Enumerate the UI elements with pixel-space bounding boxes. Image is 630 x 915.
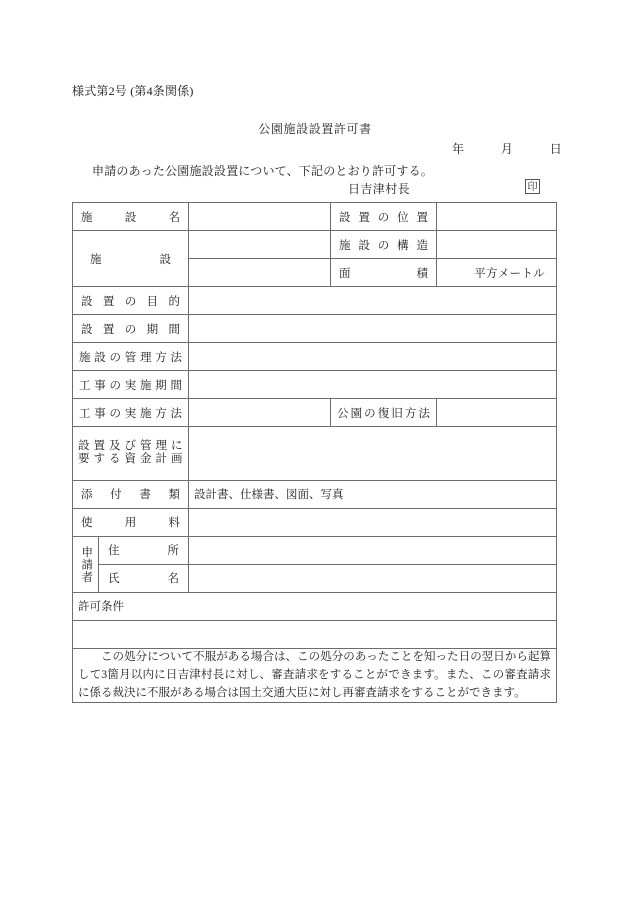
appeal-notice-cell [73, 648, 557, 702]
label-purpose [73, 287, 189, 315]
date-day-label: 日 [549, 142, 562, 156]
page-title: 公園施設設置許可書 [258, 122, 372, 136]
date-year-label: 年 [452, 142, 465, 156]
label-funding-text: 設 置 及 び 管 理 に 要 す る 資 金 計 画 [78, 440, 183, 466]
table-row-work-method [73, 399, 557, 427]
label-facility-name [73, 203, 189, 231]
label-conditions: 許可条件 [78, 601, 124, 614]
value-period[interactable] [189, 315, 557, 343]
date-month-label: 月 [500, 142, 514, 156]
value-attachments[interactable]: 設計書、仕様書、図面、写真 [189, 480, 557, 508]
value-applicant-name[interactable] [189, 564, 557, 592]
spacer-cell [73, 620, 557, 648]
label-applicant-address [99, 536, 189, 564]
table-row-facility-name [73, 203, 557, 231]
value-work-method[interactable] [189, 399, 331, 427]
table-row-facility-type [73, 231, 557, 259]
table-row-purpose [73, 287, 557, 315]
label-area-text: 面 積 [339, 267, 428, 280]
value-park-restoration[interactable] [437, 399, 557, 427]
label-work-period [73, 371, 189, 399]
table-row-management [73, 343, 557, 371]
issuer-name: 日吉津村長 [348, 182, 411, 196]
label-applicant-address-text: 住 所 [108, 545, 179, 558]
label-install-location-text: 設 置 の 位 置 [339, 211, 428, 224]
seal-box: 印 [525, 179, 540, 194]
label-fee-text: 使 用 料 [81, 517, 180, 530]
label-fee [73, 508, 189, 536]
table-row-conditions [73, 592, 557, 620]
conditions-cell[interactable] [73, 592, 557, 620]
label-park-restoration-text: 公 園 の 復 旧 方 法 [337, 407, 430, 420]
table-spacer-row [73, 620, 557, 648]
value-facility-name[interactable] [189, 203, 331, 231]
label-facility-structure-text: 施 設 の 構 造 [339, 239, 428, 252]
label-work-period-text: 工 事 の 実 施 期 間 [79, 379, 182, 392]
label-install-location [331, 203, 437, 231]
permit-form-table [72, 202, 557, 703]
label-period-text: 設 置 の 期 間 [81, 323, 180, 336]
label-attachments [73, 480, 189, 508]
value-fee[interactable] [189, 508, 557, 536]
label-applicant [73, 536, 99, 592]
value-management[interactable] [189, 343, 557, 371]
value-install-location[interactable] [437, 203, 557, 231]
table-row-applicant-address [73, 536, 557, 564]
label-funding [73, 427, 189, 481]
value-purpose[interactable] [189, 287, 557, 315]
table-row-notice [73, 648, 557, 702]
label-purpose-text: 設 置 の 目 的 [81, 295, 180, 308]
value-funding[interactable] [189, 427, 557, 481]
label-facility-group [73, 231, 189, 287]
table-row-fee [73, 508, 557, 536]
label-facility-structure [331, 231, 437, 259]
label-management [73, 343, 189, 371]
appeal-notice-text: この処分について不服がある場合は、この処分のあったことを知った日の翌日から起算して3箇月以内に日吉津村長に対し、審査請求をすることができます。また、この審査請求に係る裁決に不服がある場合は国土交通大臣に対し再審査請求をすることができます。 [78, 650, 551, 699]
value-work-period[interactable] [189, 371, 557, 399]
label-facility-name-text: 施 設 名 [81, 211, 180, 224]
label-area [331, 259, 437, 287]
form-number: 様式第2号 (第4条関係) [72, 84, 194, 98]
table-row-attachments [73, 480, 557, 508]
label-work-method-text: 工 事 の 実 施 方 法 [79, 407, 182, 420]
value-facility-qty[interactable] [189, 259, 331, 287]
label-period [73, 315, 189, 343]
label-park-restoration [331, 399, 437, 427]
label-work-method [73, 399, 189, 427]
value-applicant-address[interactable] [189, 536, 557, 564]
label-applicant-text: 申請者 [80, 545, 93, 584]
label-attachments-text: 添 付 書 類 [81, 489, 180, 502]
label-applicant-name-text: 氏 名 [108, 573, 179, 586]
value-facility-structure[interactable] [437, 231, 557, 259]
table-row-work-period [73, 371, 557, 399]
table-row-period [73, 315, 557, 343]
label-facility-group-text: 施 設 [90, 253, 171, 266]
value-facility-type[interactable] [189, 231, 331, 259]
table-row-funding [73, 427, 557, 481]
label-management-text: 施 設 の 管 理 方 法 [79, 351, 182, 364]
area-unit-label: 平方メートル [474, 267, 545, 280]
value-area[interactable] [437, 259, 557, 287]
table-row-applicant-name [73, 564, 557, 592]
date-line [452, 140, 562, 157]
label-applicant-name [99, 564, 189, 592]
intro-text: 申請のあった公園施設設置について、下記のとおり許可する。 [92, 164, 434, 178]
